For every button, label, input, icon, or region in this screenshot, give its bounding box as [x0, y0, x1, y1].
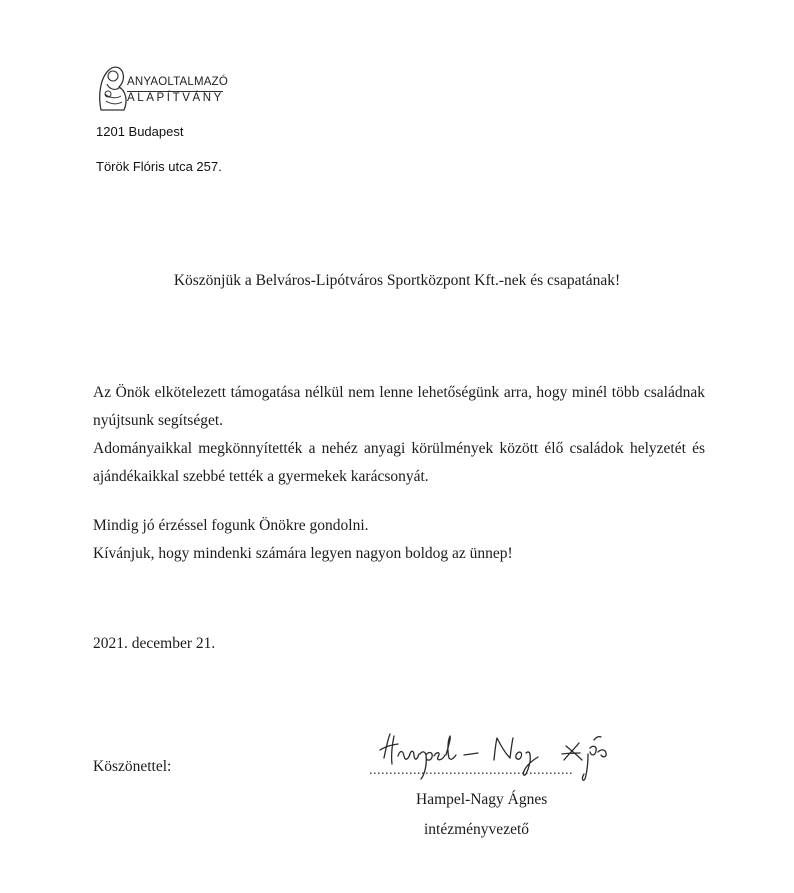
- body-paragraph-2: Adományaikkal megkönnyítették a nehéz anyagi körülmények között élő családok helyzetét és ajándékaikkal szebbé tették a gyermekek karácsonyát.: [93, 440, 705, 485]
- org-name-line2: ALAPÍTVÁNY: [127, 92, 224, 104]
- signer-name: Hampel-Nagy Ágnes: [416, 791, 548, 808]
- body-line-3: Mindig jó érzéssel fogunk Önökre gondolni.: [93, 517, 369, 534]
- org-name-line1: ANYAOLTALMAZÓ: [127, 76, 229, 88]
- closing-label: Köszönettel:: [93, 758, 172, 775]
- signer-title: intézményvezető: [424, 821, 530, 838]
- letter-heading: Köszönjük a Belváros-Lipótváros Sportközpont Kft.-nek és csapatának!: [173, 272, 621, 289]
- body-line-4: Kívánjuk, hogy mindenki számára legyen nagyon boldog az ünnep!: [93, 545, 513, 562]
- organization-logo: [96, 64, 236, 114]
- signature-line: ...................................................: [369, 763, 573, 778]
- letter-date: 2021. december 21.: [93, 635, 216, 652]
- address-street: Török Flóris utca 257.: [96, 159, 222, 174]
- mother-child-emblem-icon: [96, 64, 130, 112]
- body-paragraph-1: Az Önök elkötelezett támogatása nélkül nem lenne lehetőségünk arra, hogy minél több családnak nyújtsunk segítséget.: [93, 384, 705, 429]
- address-city: 1201 Budapest: [96, 124, 184, 139]
